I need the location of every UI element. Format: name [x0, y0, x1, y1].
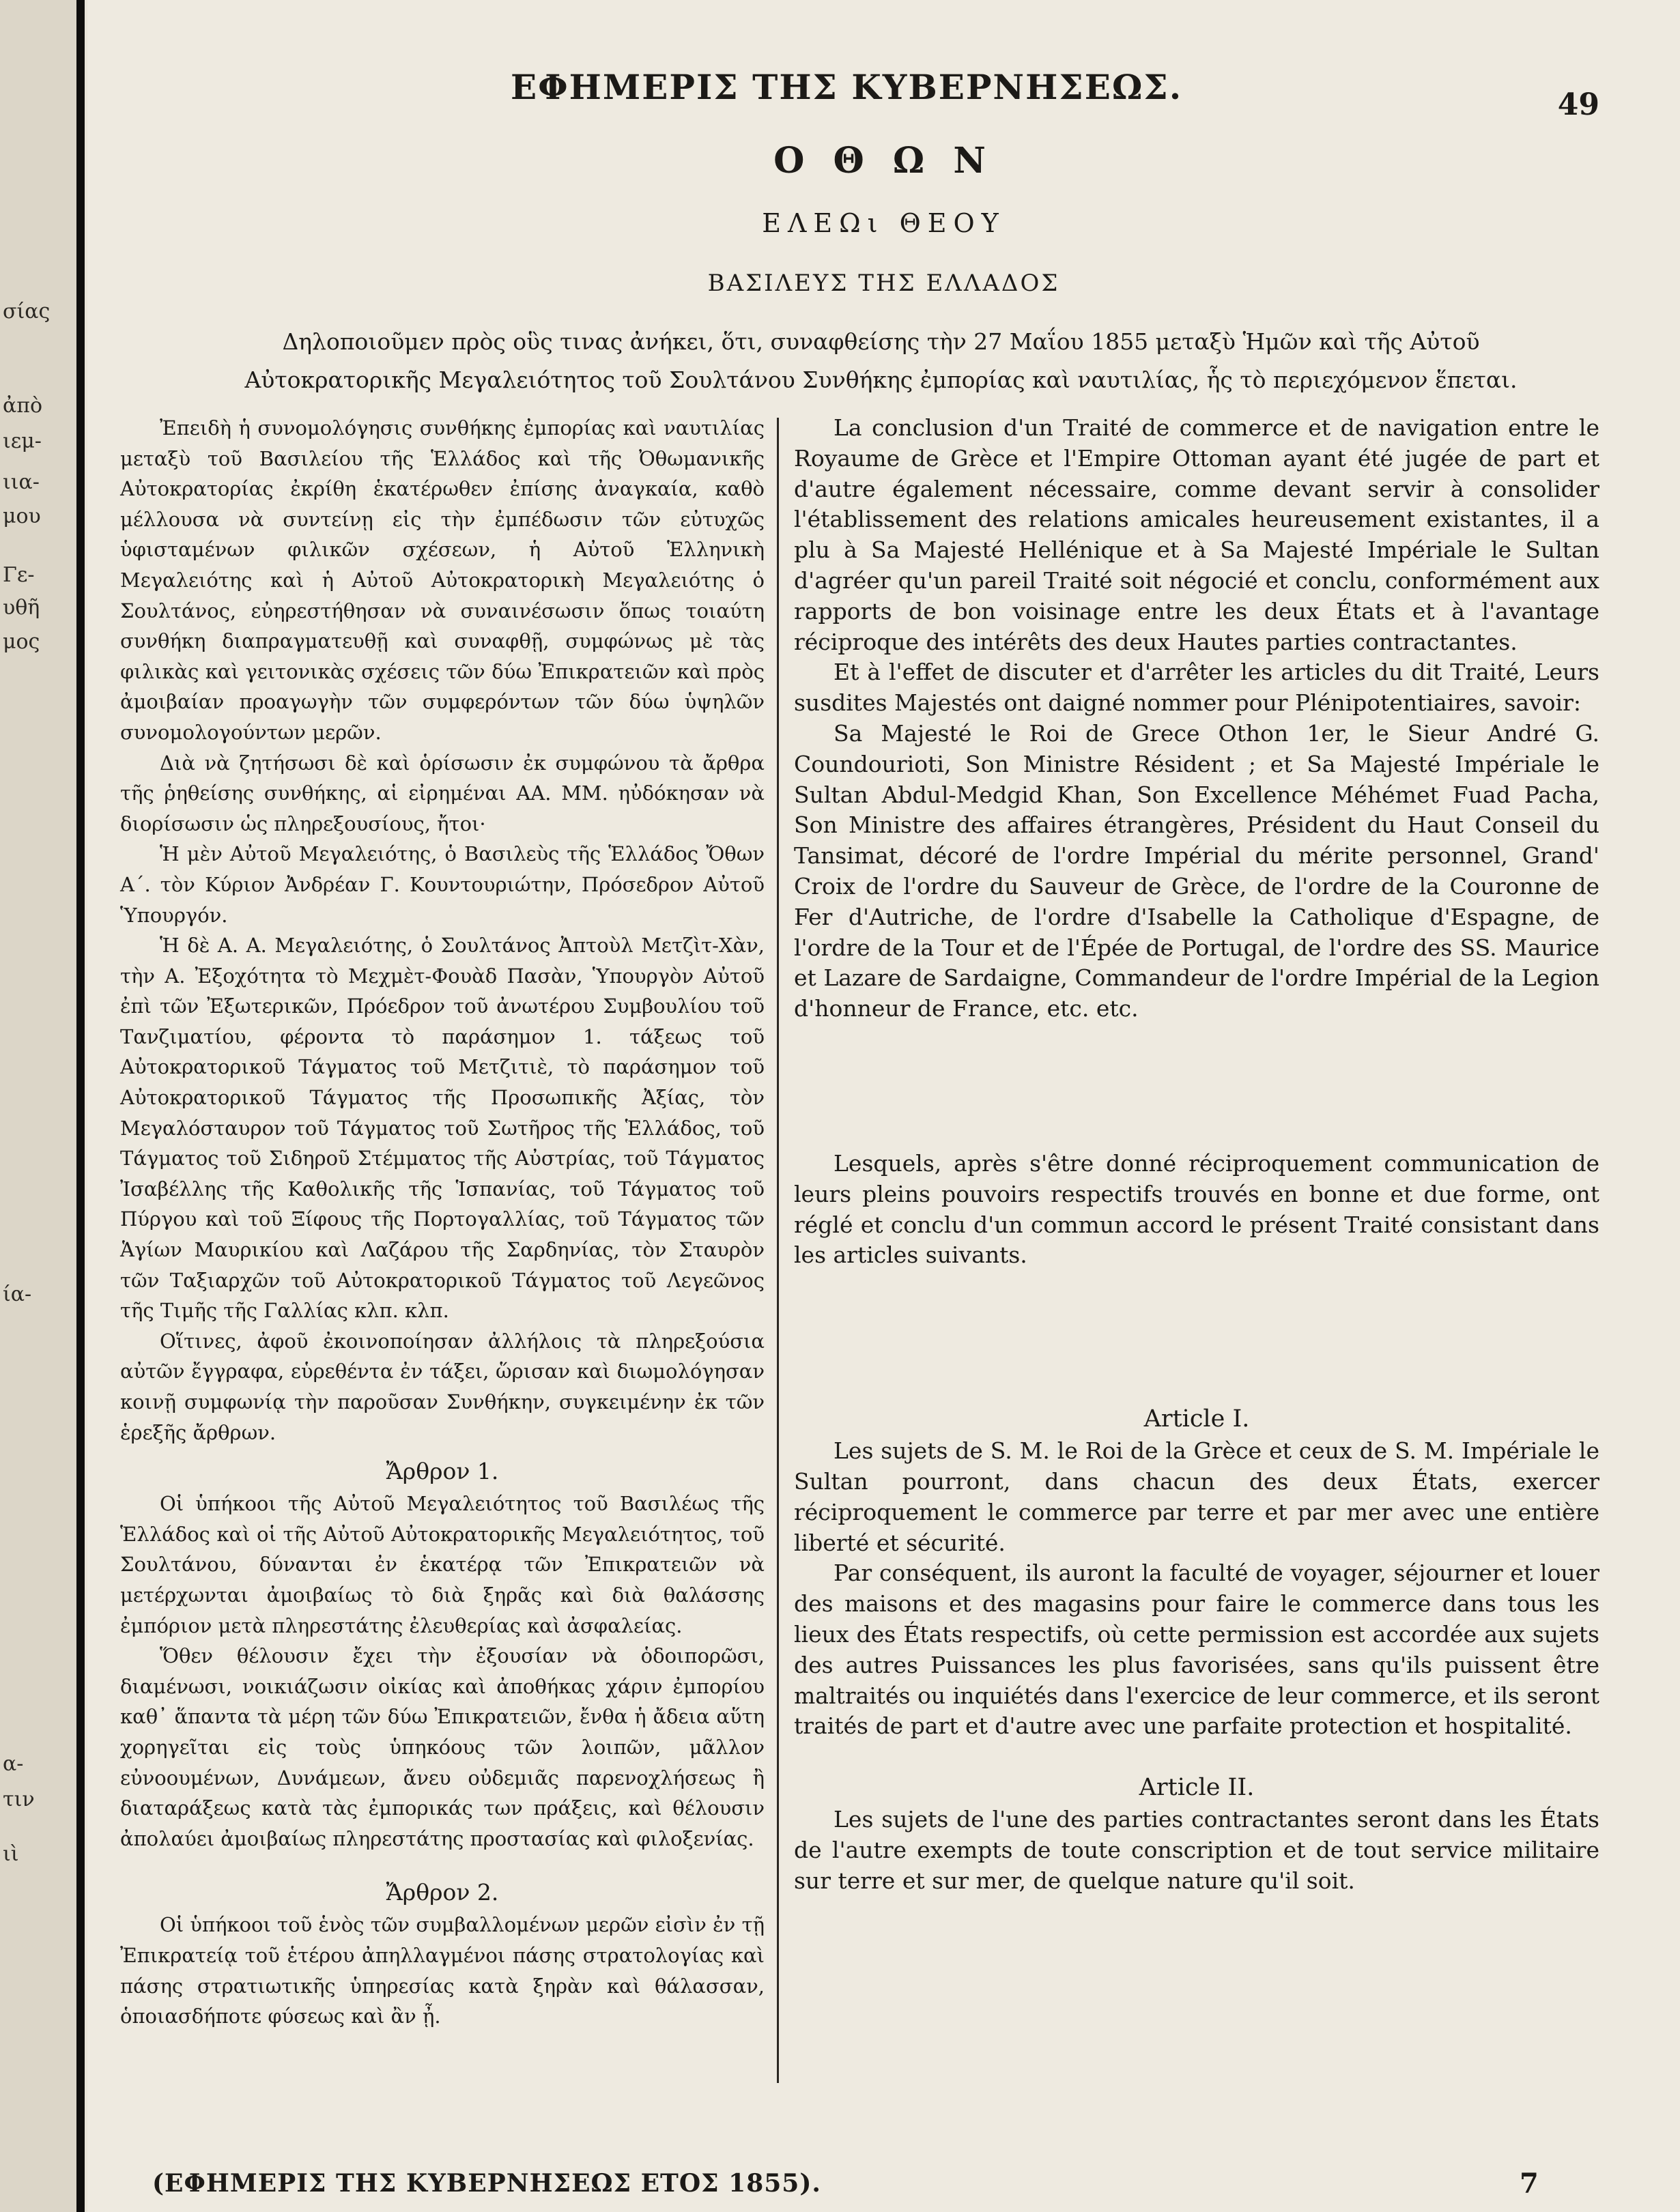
gutter-fragment: υθῆ [3, 596, 40, 620]
french-paragraph: La conclusion d'un Traité de commerce et de navigation entre le Royaume de Grèce et l'Empire Ottoman ayant été jugée de part et d'autre également nécessaire, comme devant servir à consolider l'établissement des relations amicales heureusement existantes, il a plu à Sa Majesté Hellénique et à Sa Majesté Impériale le Sultan d'agréer qu'un pareil Traité soit négocié et conclu, conformément aux rapports de bon voisinage entre les deux États et à l'avantage réciproque des intérêts des deux Hautes parties contractantes. [794, 414, 1599, 655]
column-divider [777, 418, 779, 2083]
greek-paragraph: Οἱ ὑπήκοοι τοῦ ἑνὸς τῶν συμβαλλομένων μερῶν εἰσὶν ἐν τῇ Ἐπικρατείᾳ τοῦ ἑτέρου ἀπηλλαγμένοι πάσης στρατολογίας καὶ πάσης στρατιωτικῆς ὑπηρεσίας κατὰ ξηρὰν καὶ θάλασσαν, ὁποιασδήποτε φύσεως καὶ ἂν ᾖ. [120, 1913, 765, 2028]
french-column [794, 413, 1599, 1896]
gutter-fragment: Γε- [3, 563, 35, 587]
greek-article-1-heading: Ἄρθρον 1. [386, 1458, 499, 1485]
running-title: ΕΦΗΜΕΡΙΣ ΤΗΣ ΚΥΒΕΡΝΗΣΕΩΣ. [511, 67, 1183, 107]
greek-paragraph: Ἡ δὲ Α. Α. Μεγαλειότης, ὁ Σουλτάνος Ἀπτοὺλ Μετζὶτ-Χὰν, τὴν Α. Ἐξοχότητα τὸ Μεχμὲτ-Φουὰδ Πασὰν, Ὑπουργὸν Αὐτοῦ ἐπὶ τῶν Ἐξωτερικῶν, Πρόεδρον τοῦ ἀνωτέρου Συμβουλίου τοῦ Τανζιματίου, φέροντα τὸ παράσημον 1. τάξεως τοῦ Αὐτοκρατορικοῦ Τάγματος τοῦ Μετζιτιὲ, τὸ παράσημον τοῦ Αὐτοκρατορικοῦ Τάγματος τῆς Προσωπικῆς Ἀξίας, τὸν Μεγαλόσταυρον τοῦ Τάγματος τοῦ Σωτῆρος τῆς Ἑλλάδος, τοῦ Τάγματος τοῦ Σιδηροῦ Στέμματος τῆς Αὐστρίας, τοῦ Τάγματος Ἰσαβέλλης τῆς Καθολικῆς τῆς Ἱσπανίας, τοῦ Τάγματος τοῦ Πύργου καὶ τοῦ Ξίφους τῆς Πορτογαλλίας, τοῦ Τάγματος τῶν Ἁγίων Μαυρικίου καὶ Λαζάρου τῆς Σαρδηνίας, τὸν Σταυρὸν τῶν Ταξιαρχῶν τοῦ Αὐτοκρατορικοῦ Τάγματος τοῦ Λεγεῶνος τῆς Τιμῆς τῆς Γαλλίας κλπ. κλπ. [120, 934, 765, 1323]
book-spine-shadow [76, 0, 85, 2212]
king-name: Ο Θ Ω Ν [773, 140, 994, 182]
king-title: ΒΑΣΙΛΕΥΣ ΤΗΣ ΕΛΛΑΔΟΣ [707, 270, 1060, 297]
greek-paragraph: Διὰ νὰ ζητήσωσι δὲ καὶ ὁρίσωσιν ἐκ συμφώνου τὰ ἄρθρα τῆς ῥηθείσης συνθήκης, αἱ εἰρημέναι ΑΑ. ΜΜ. ηὐδόκησαν νὰ διορίσωσιν ὡς πληρεξουσίους, ἤτοι· [120, 751, 765, 835]
french-paragraph: Et à l'effet de discuter et d'arrêter les articles du dit Traité, Leurs susdites Majestés ont daigné nommer pour Plénipotentiaires, savoir: [794, 659, 1599, 717]
greek-paragraph: Οἱ ὑπήκοοι τῆς Αὐτοῦ Μεγαλειότητος τοῦ Βασιλέως τῆς Ἑλλάδος καὶ οἱ τῆς Αὐτοῦ Αὐτοκρατορικῆς Μεγαλειότητος, τοῦ Σουλτάνου, δύνανται ἐν ἑκατέρᾳ τῶν Ἐπικρατειῶν νὰ μετέρχωνται ἀμοιβαίως τὸ διὰ ξηρᾶς καὶ διὰ θαλάσσης ἐμπόριον μετὰ πληρεστάτης ἐλευθερίας καὶ ἀσφαλείας. [120, 1492, 765, 1637]
greek-article-2-heading: Ἄρθρον 2. [386, 1879, 499, 1906]
greek-paragraph: Ὅθεν θέλουσιν ἔχει τὴν ἐξουσίαν νὰ ὁδοιπορῶσι, διαμένωσι, νοικιάζωσιν οἰκίας καὶ ἀποθήκας χάριν ἐμπορίου καθ᾿ ἅπαντα τὰ μέρη τῶν δύω Ἐπικρατειῶν, ἔνθα ἡ ἄδεια αὕτη χορηγεῖται εἰς τοὺς ὑπηκόους τῶν λοιπῶν, μᾶλλον εὐνοουμένων, Δυνάμεων, ἄνευ οὐδεμιᾶς παρενοχλήσεως ἢ διαταράξεως κατὰ τὰς ἐμπορικάς των πράξεις, καὶ θέλουσιν ἀπολαύει ἀμοιβαίως πληρεστάτης προστασίας καὶ φιλοξενίας. [120, 1644, 765, 1850]
greek-column [120, 413, 765, 2032]
french-paragraph: Les sujets de S. M. le Roi de la Grèce et ceux de S. M. Impériale le Sultan pourront, dans chacun des deux États, exercer réciproquement le commerce par terre et par mer avec une entière liberté et sécurité. [794, 1437, 1599, 1556]
gutter-fragment: ιὶ [3, 1842, 19, 1866]
footer-gazette-year: (ΕΦΗΜΕΡΙΣ ΤΗΣ ΚΥΒΕΡΝΗΣΕΩΣ ΕΤΟΣ 1855). [152, 2169, 821, 2198]
gutter-fragment: σίας [3, 300, 51, 324]
gutter-fragment: ιεμ- [3, 429, 42, 453]
gutter-fragment: μος [3, 630, 40, 654]
adjacent-page-margin [0, 0, 81, 2212]
gazette-page [87, 0, 1680, 2212]
gutter-fragment: τιν [3, 1787, 35, 1811]
gutter-fragment: ία- [3, 1282, 32, 1306]
french-paragraph: Sa Majesté le Roi de Grece Othon 1er, le Sieur André G. Coundourioti, Son Ministre Résident ; et Sa Majesté Impériale le Sultan Abdul-Medgid Khan, Son Excellence Méhémet Fuad Pacha, Son Ministre des affaires étrangères, Président du Haut Conseil du Tansimat, décoré de l'ordre Impérial du mérite personnel, Grand' Croix de l'ordre du Sauveur de Grèce, de l'ordre de la Couronne de Fer d'Autriche, de l'ordre d'Isabelle la Catholique d'Espagne, de l'ordre de la Tour et de l'Épée de Portugal, de l'ordre des SS. Maurice et Lazare de Sardaigne, Commandeur de l'ordre Impérial de la Legion d'honneur de France, etc. etc. [794, 719, 1599, 1022]
french-paragraph: Lesquels, après s'être donné réciproquement communication de leurs pleins pouvoirs respectifs trouvés en bonne et due forme, ont réglé et conclu d'un commun accord le présent Traité consistant dans les articles suivants. [794, 1149, 1599, 1269]
signature-mark: 7 [1520, 2168, 1539, 2200]
gutter-fragment: ἀπὸ [3, 394, 43, 418]
decree-preamble: Δηλοποιοῦμεν πρὸς οὓς τινας ἀνήκει, ὅτι, συναφθείσης τὴν 27 Μαΐου 1855 μεταξὺ Ἡμῶν καὶ τῆς Αὐτοῦ Αὐτοκρατορικῆς Μεγαλειότητος τοῦ Σουλτάνου Συνθήκης ἐμπορίας καὶ ναυτιλίας, ἧς τὸ περιεχόμενον ἕπεται. [244, 328, 1518, 393]
gutter-fragment: μου [3, 504, 41, 528]
by-grace-of-god: ΕΛΕΩι ΘΕΟΥ [762, 208, 1006, 238]
french-article-1-heading: Article I. [1143, 1405, 1250, 1433]
greek-paragraph: Ἐπειδὴ ἡ συνομολόγησις συνθήκης ἐμπορίας καὶ ναυτιλίας μεταξὺ τοῦ Βασιλείου τῆς Ἑλλάδος καὶ τῆς Ὀθωμανικῆς Αὐτοκρατορίας ἐκρίθη ἑκατέρωθεν ἐπίσης ἀναγκαία, καθὸ μέλλουσα νὰ συντείνῃ εἰς τὴν ἐμπέδωσιν τῶν εὐτυχῶς ὑφισταμένων φιλικῶν σχέσεων, ἡ Αὐτοῦ Ἑλληνικὴ Μεγαλειότης καὶ ἡ Αὐτοῦ Αὐτοκρατορικὴ Μεγαλειότης ὁ Σουλτάνος, εὐηρεστήθησαν νὰ συναινέσωσιν ὅπως τοιαύτη συνθήκη διαπραγματευθῇ καὶ συναφθῇ, συμφώνως μὲ τὰς φιλικὰς καὶ γειτονικὰς σχέσεις τῶν δύω Ἐπικρατειῶν καὶ πρὸς ἀμοιβαίαν προαγωγὴν τῶν συμφερόντων τῶν δύω ὑψηλῶν συνομολογούντων μερῶν. [120, 416, 765, 744]
french-article-2-heading: Article II. [1139, 1774, 1255, 1802]
page-number: 49 [1557, 87, 1599, 122]
gutter-fragment: α- [3, 1752, 24, 1776]
greek-paragraph: Οἵτινες, ἀφοῦ ἐκοινοποίησαν ἀλλήλοις τὰ πληρεξούσια αὐτῶν ἔγγραφα, εὑρεθέντα ἐν τάξει, ὥρισαν καὶ διωμολόγησαν κοινῇ συμφωνίᾳ τὴν παροῦσαν Συνθήκην, συγκειμένην ἐκ τῶν ἑρεξῆς ἄρθρων. [120, 1329, 765, 1444]
greek-paragraph: Ἡ μὲν Αὐτοῦ Μεγαλειότης, ὁ Βασιλεὺς τῆς Ἑλλάδος Ὄθων Α΄. τὸν Κύριον Ἀνδρέαν Γ. Κουντουριώτην, Πρόσεδρον Αὐτοῦ Ὑπουργόν. [120, 842, 765, 927]
gutter-fragment: ιια- [3, 470, 40, 494]
french-paragraph: Les sujets de l'une des parties contractantes seront dans les États de l'autre exempts de toute conscription et de tout service militaire sur terre et sur mer, de quelque nature qu'il soit. [794, 1806, 1599, 1894]
french-paragraph: Par conséquent, ils auront la faculté de voyager, séjourner et louer des maisons et des magasins pour faire le commerce dans tous les lieux des États respectifs, où cette permission est accordée aux sujets des autres Puissances les plus favorisées, sans qu'ils puissent être maltraités ou inquiétés dans l'exercice de leur commerce, et ils seront traités de part et d'autre avec une parfaite protection et hospitalité. [794, 1560, 1599, 1740]
